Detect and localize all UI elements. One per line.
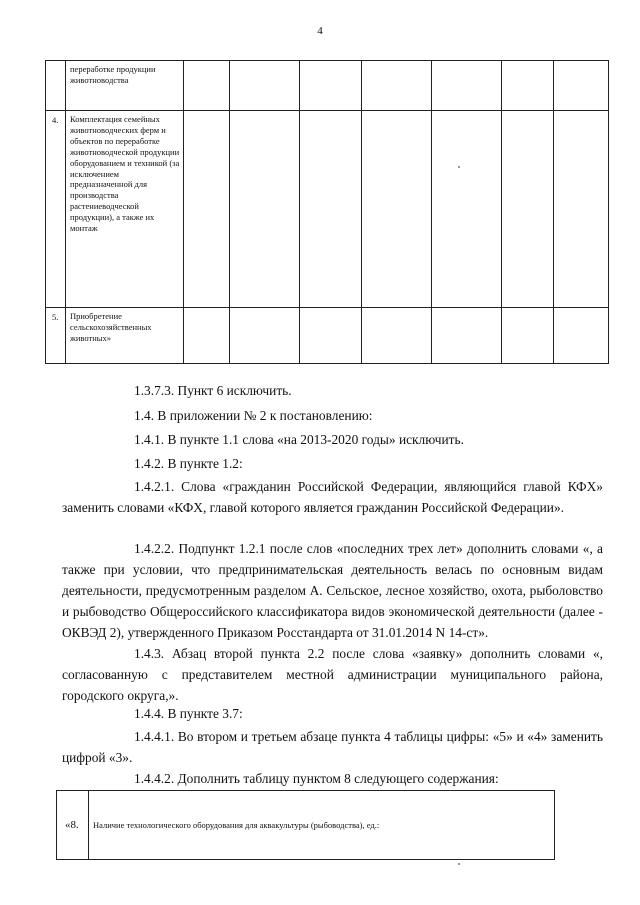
table-row <box>57 791 555 860</box>
paragraph-1-3-7-3: 1.3.7.3. Пункт 6 исключить. <box>134 383 292 398</box>
row-number: 4. <box>46 111 66 308</box>
paragraph-1-4-4-2: 1.4.4.2. Дополнить таблицу пунктом 8 следующего содержания: <box>134 771 499 786</box>
paragraph-1-4-4-1: 1.4.4.1. Во втором и третьем абзаце пункта 4 таблицы цифры: «5» и «4» заменить цифрой «3». <box>62 729 603 765</box>
paragraph-1-4-3: 1.4.3. Абзац второй пункта 2.2 после слова «заявку» дополнить словами «, согласованную с представителем местной администрации муниципального района, городского округа,». <box>62 646 603 703</box>
scan-speck <box>458 166 460 168</box>
paragraph-1-4-4: 1.4.4. В пункте 3.7: <box>134 706 243 721</box>
scan-speck <box>458 863 460 865</box>
item-number: «8. <box>57 791 89 860</box>
item-description: Наличие технологического оборудования для аквакультуры (рыбоводства), ед.: <box>89 791 555 860</box>
table-row <box>46 308 609 364</box>
paragraph-1-4-1: 1.4.1. В пункте 1.1 слова «на 2013-2020 годы» исключить. <box>134 432 464 447</box>
paragraph-1-4-2: 1.4.2. В пункте 1.2: <box>134 456 243 471</box>
row-description: Комплектация семейных животноводческих ферм и объектов по переработке животноводческой продукции оборудованием и техникой (за исключением предназначенной для производства растениеводческой продукции), а также их монтаж <box>66 111 184 308</box>
page-number: 4 <box>317 25 323 37</box>
paragraph-1-4-2-2: 1.4.2.2. Подпункт 1.2.1 после слов «последних трех лет» дополнить словами «, а также при условии, что предпринимательская деятельность велась по основным видам деятельности, предусмотренным разделом А. Сельское, лесное хозяйство, охота, рыболовство и рыбоводство Общероссийского классификатора видов экономической деятельности (далее - ОКВЭД 2), утвержденного Приказом Росстандарта от 31.01.2014 N 14-ст». <box>62 541 603 640</box>
row-description: переработке продукции животноводства <box>66 61 184 111</box>
table-row <box>46 111 609 308</box>
activities-table <box>45 60 609 364</box>
new-item-table <box>56 790 555 860</box>
table-row <box>46 61 609 111</box>
row-description: Приобретение сельскохозяйственных животных» <box>66 308 184 364</box>
paragraph-1-4: 1.4. В приложении № 2 к постановлению: <box>134 408 373 423</box>
row-number: 5. <box>46 308 66 364</box>
paragraph-1-4-2-1: 1.4.2.1. Слова «гражданин Российской Федерации, являющийся главой КФХ» заменить словами «КФХ, главой которого является гражданин Российской Федерации». <box>62 479 603 515</box>
row-number <box>46 61 66 111</box>
